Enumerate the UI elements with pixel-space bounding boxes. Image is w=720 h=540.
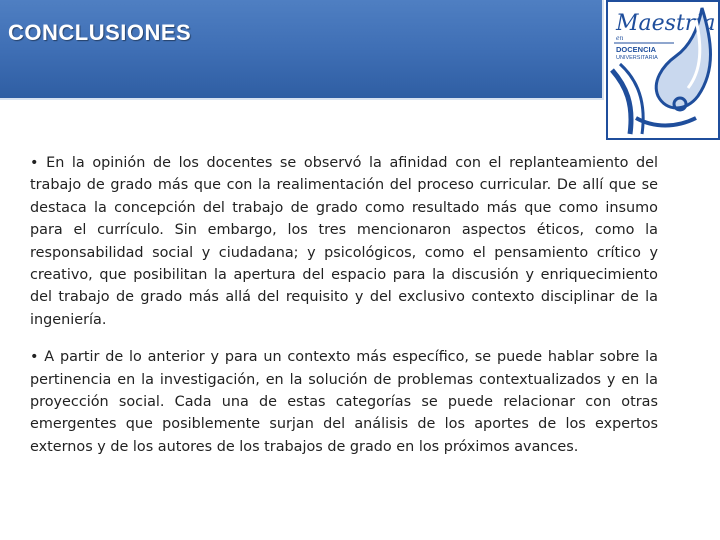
logo-line2: UNIVERSITARIA <box>616 55 658 61</box>
logo-script-text: Maestria <box>616 11 716 36</box>
maestria-logo-graphic <box>606 0 720 140</box>
slide-title: CONCLUSIONES <box>8 20 192 45</box>
paragraph: • A partir de lo anterior y para un contexto más específico, se puede hablar sobre la pertinencia en la investigación, en la solución de problemas contextualizados y en la proyección social. Cada una de estas categorías se puede relacionar con otras emergentes que posiblemente surjan del análisis de los aportes de los expertos externos y de los autores de los trabajos de grado en los próximos avances. <box>30 349 658 455</box>
title-bar <box>0 0 604 100</box>
paragraph: • En la opinión de los docentes se observó la afinidad con el replanteamiento del trabajo de grado más que con la realimentación del proceso curricular. De allí que se destaca la concepción del trabajo de grado como resultado más que como insumo para el currículo. Sin embargo, los tres mencionaron aspectos éticos, como la responsabilidad social y ciudadana; y psicológicos, como el pensamiento crítico y creativo, que posibilitan la apertura del espacio para la discusión y enriquecimiento del trabajo de grado más allá del requisito y del exclusivo contexto disciplinar de la ingeniería. <box>30 155 658 328</box>
maestria-logo <box>606 0 720 140</box>
logo-small-text: en <box>616 35 624 42</box>
logo-line1: DOCENCIA <box>616 45 657 54</box>
content-body <box>30 152 658 473</box>
